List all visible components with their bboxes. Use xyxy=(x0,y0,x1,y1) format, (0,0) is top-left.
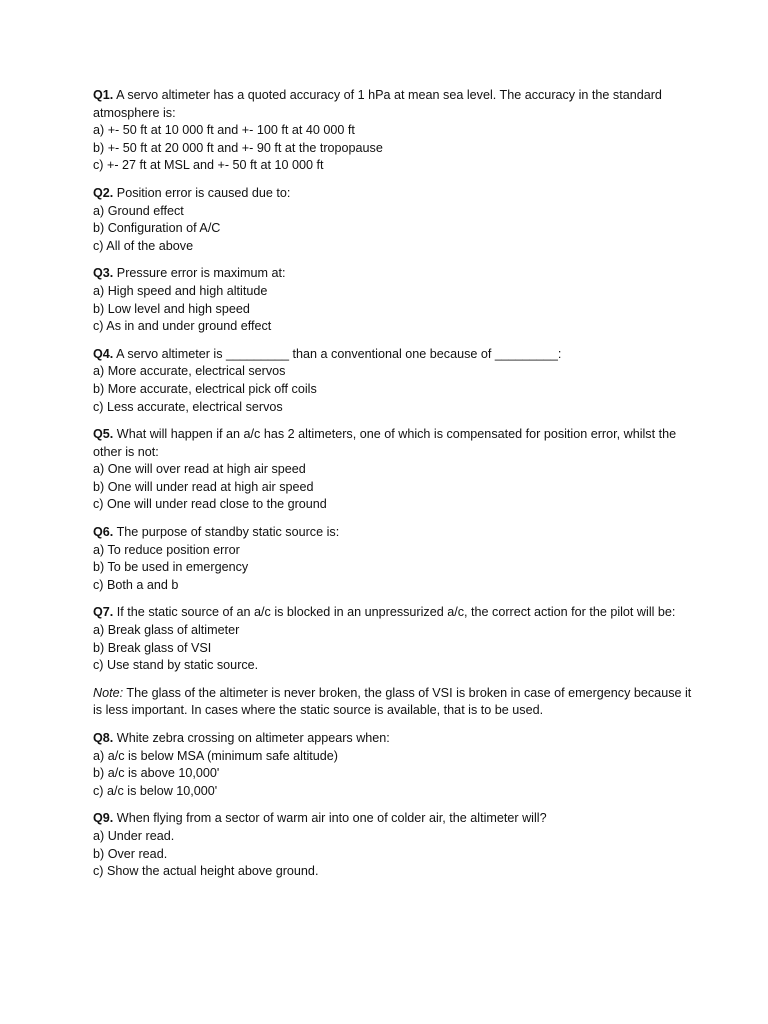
question-text: A servo altimeter has a quoted accuracy of 1 hPa at mean sea level. The accuracy in the standard atmosphere is: xyxy=(93,88,662,120)
question-number: Q7. xyxy=(93,605,114,620)
option-a: a) Break glass of altimeter xyxy=(93,623,240,638)
option-a: a) Under read. xyxy=(93,828,175,843)
option-a: a) More accurate, electrical servos xyxy=(93,364,286,379)
question-number: Q6. xyxy=(93,525,114,540)
question-2-stem xyxy=(93,185,693,203)
question-number: Q1. xyxy=(93,88,114,102)
question-text: What will happen if an a/c has 2 altimeters, one of which is compensated for position error, whilst the other is not: xyxy=(93,427,677,459)
option-c: c) Show the actual height above ground. xyxy=(93,864,319,879)
note-text: The glass of the altimeter is never broken, the glass of VSI is broken in case of emergency because it is less important. In cases where the static source is available, that is to be used. xyxy=(93,685,692,718)
question-9 xyxy=(93,810,693,880)
question-number: Q8. xyxy=(93,731,114,745)
question-number: Q2. xyxy=(93,185,114,200)
question-text: Pressure error is maximum at: xyxy=(113,266,286,281)
question-text: A servo altimeter is _________ than a conventional one because of _________: xyxy=(113,346,562,361)
option-c: c) One will under read close to the ground xyxy=(93,497,327,512)
option-c: c) a/c is below 10,000' xyxy=(93,783,218,798)
question-4-stem xyxy=(93,346,693,364)
document-content xyxy=(93,87,693,891)
question-number: Q3. xyxy=(93,266,114,281)
question-5-stem xyxy=(93,426,693,461)
question-3 xyxy=(93,265,693,335)
option-c: c) Both a and b xyxy=(93,577,179,592)
question-text: White zebra crossing on altimeter appears when: xyxy=(113,731,390,745)
question-number: Q4. xyxy=(93,346,114,361)
option-a: a) +- 50 ft at 10 000 ft and +- 100 ft at 40 000 ft xyxy=(93,123,355,138)
option-c: c) All of the above xyxy=(93,238,194,253)
option-a: a) Ground effect xyxy=(93,203,184,218)
question-7-stem xyxy=(93,604,693,622)
question-5 xyxy=(93,426,693,514)
question-3-stem xyxy=(93,265,693,283)
option-c: c) +- 27 ft at MSL and +- 50 ft at 10 000 ft xyxy=(93,158,324,173)
option-a: a) a/c is below MSA (minimum safe altitude) xyxy=(93,748,338,763)
question-6 xyxy=(93,524,693,594)
option-a: a) One will over read at high air speed xyxy=(93,462,306,477)
question-number: Q5. xyxy=(93,427,114,442)
option-a: a) To reduce position error xyxy=(93,542,240,557)
option-b: b) Over read. xyxy=(93,846,168,861)
question-text: When flying from a sector of warm air into one of colder air, the altimeter will? xyxy=(113,811,547,826)
note-paragraph xyxy=(93,685,693,720)
question-2 xyxy=(93,185,693,255)
question-6-stem xyxy=(93,524,693,542)
option-b: b) a/c is above 10,000' xyxy=(93,766,220,781)
note-label: Note: xyxy=(93,685,124,700)
question-9-stem xyxy=(93,810,693,828)
option-b: b) +- 50 ft at 20 000 ft and +- 90 ft at the tropopause xyxy=(93,140,383,155)
option-c: c) As in and under ground effect xyxy=(93,319,272,334)
option-c: c) Use stand by static source. xyxy=(93,658,259,673)
question-7 xyxy=(93,604,693,674)
option-b: b) Configuration of A/C xyxy=(93,221,221,236)
question-text: If the static source of an a/c is blocked in an unpressurized a/c, the correct action for the pilot will be: xyxy=(113,605,676,620)
question-number: Q9. xyxy=(93,811,114,826)
option-b: b) More accurate, electrical pick off coils xyxy=(93,381,317,396)
question-text: Position error is caused due to: xyxy=(113,185,291,200)
option-b: b) To be used in emergency xyxy=(93,560,249,575)
question-4 xyxy=(93,346,693,416)
option-a: a) High speed and high altitude xyxy=(93,283,268,298)
question-1-stem xyxy=(93,87,693,122)
question-8 xyxy=(93,730,693,800)
option-c: c) Less accurate, electrical servos xyxy=(93,399,283,414)
question-8-stem xyxy=(93,730,693,748)
question-text: The purpose of standby static source is: xyxy=(113,525,340,540)
question-1 xyxy=(93,87,693,175)
option-b: b) One will under read at high air speed xyxy=(93,479,314,494)
option-b: b) Low level and high speed xyxy=(93,301,250,316)
option-b: b) Break glass of VSI xyxy=(93,640,212,655)
